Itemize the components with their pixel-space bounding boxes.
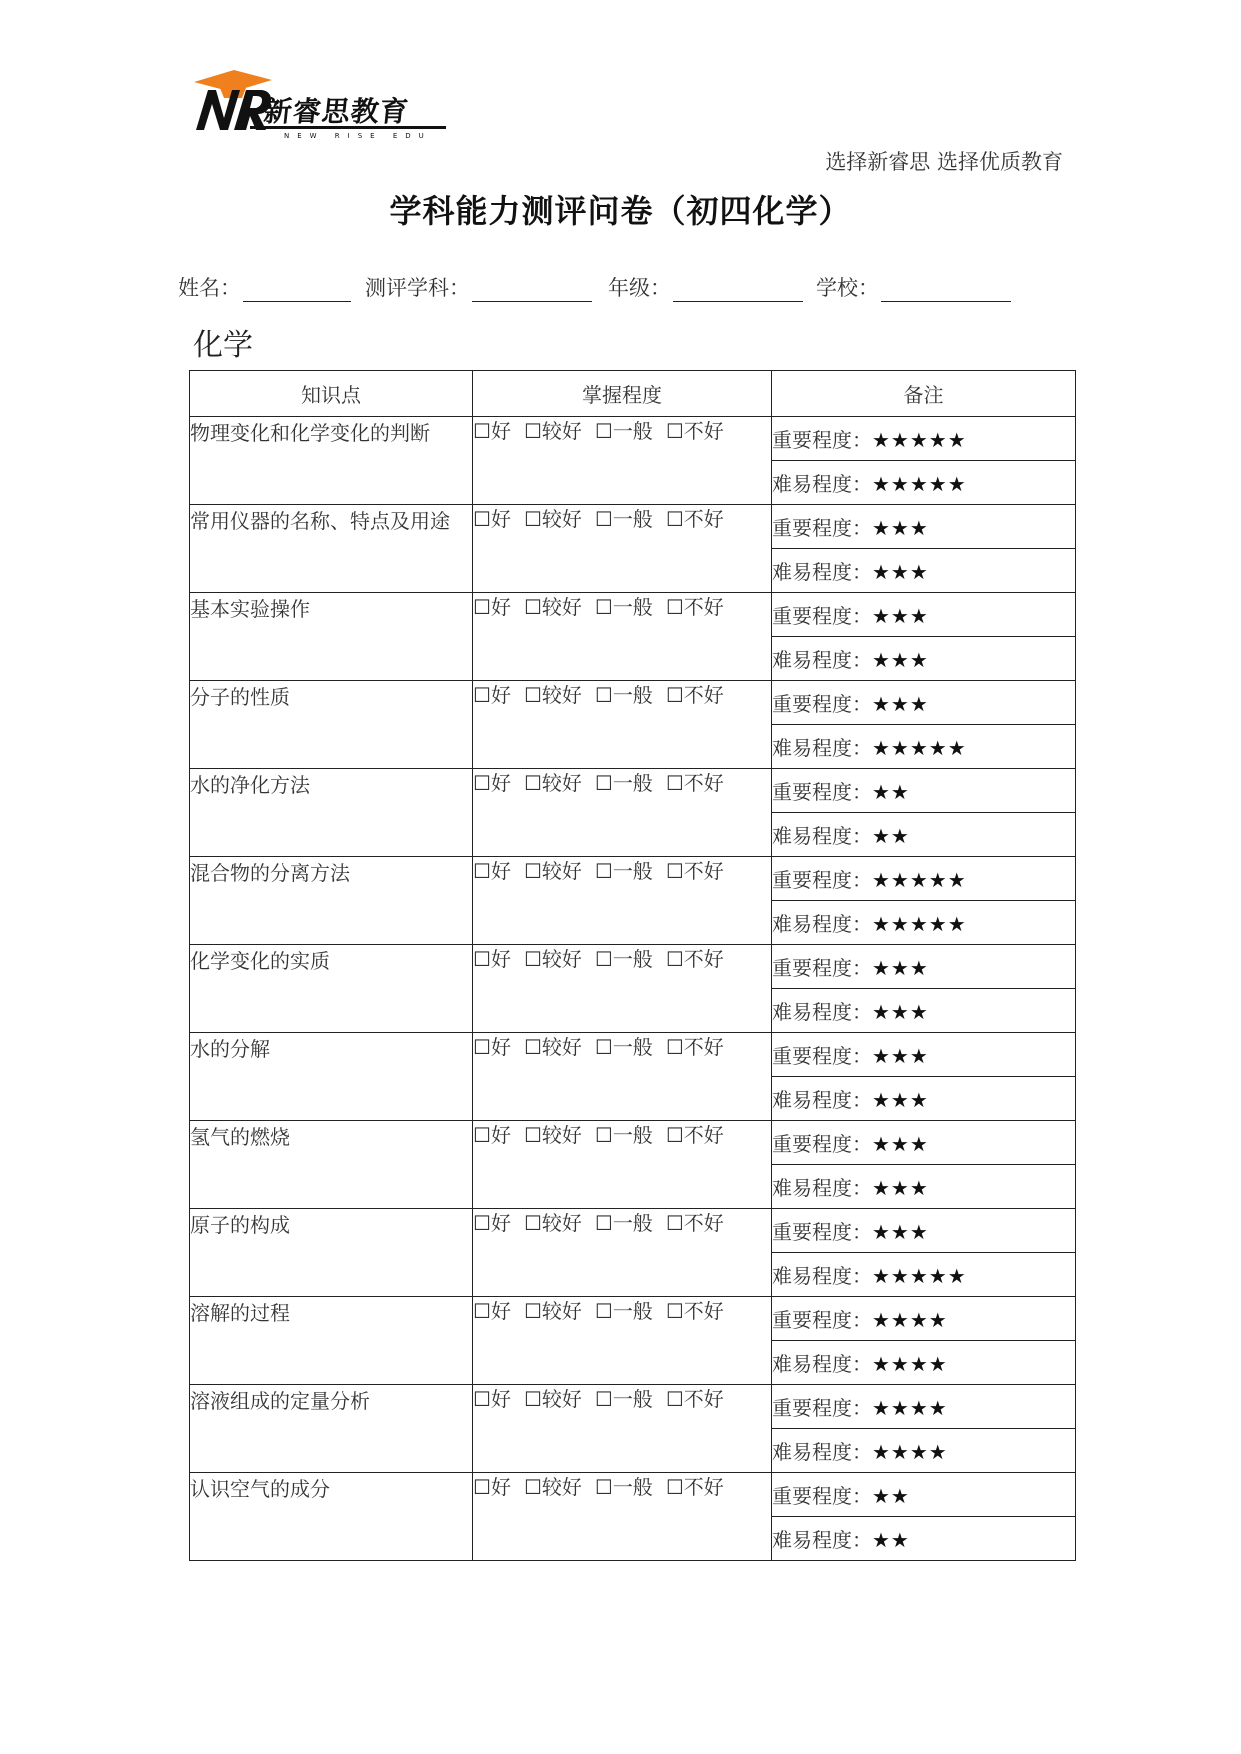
checkbox-icon[interactable]: ☐ (665, 771, 684, 795)
topic-cell: 原子的构成 (190, 1209, 473, 1297)
difficulty-stars-icon: ★★ (872, 824, 910, 848)
importance-label: 重要程度： (772, 1044, 872, 1068)
option-label: 一般 (612, 419, 653, 443)
importance-label: 重要程度： (772, 428, 872, 452)
mastery-cell (473, 1297, 772, 1385)
checkbox-icon[interactable]: ☐ (473, 595, 491, 619)
difficulty-cell (772, 813, 1076, 857)
importance-stars-icon: ★★★★★ (872, 868, 967, 892)
mastery-option[interactable] (666, 1211, 724, 1235)
topic-cell: 水的分解 (190, 1033, 473, 1121)
mastery-option[interactable] (666, 1299, 724, 1323)
importance-stars-icon: ★★ (872, 1484, 910, 1508)
name-field[interactable] (178, 272, 351, 302)
importance-stars-icon: ★★★★ (872, 1396, 948, 1420)
mastery-option[interactable] (666, 419, 724, 443)
importance-cell (772, 945, 1076, 989)
importance-label: 重要程度： (772, 604, 872, 628)
mastery-option[interactable] (666, 1123, 724, 1147)
mastery-option[interactable] (666, 595, 724, 619)
difficulty-cell (772, 1253, 1076, 1297)
checkbox-icon[interactable]: ☐ (665, 1299, 684, 1323)
table-row (190, 417, 1076, 461)
difficulty-cell (772, 1077, 1076, 1121)
grade-blank[interactable] (673, 275, 803, 302)
importance-cell (772, 1473, 1076, 1517)
mastery-option[interactable] (595, 1475, 653, 1499)
option-label: 好 (490, 1387, 511, 1411)
checkbox-icon[interactable]: ☐ (523, 419, 542, 443)
page-title: 学科能力测评问卷（初四化学） (389, 192, 852, 230)
mastery-cell (473, 505, 772, 593)
mastery-option[interactable] (595, 947, 653, 971)
mastery-option[interactable] (524, 1211, 582, 1235)
mastery-option[interactable] (473, 507, 511, 531)
difficulty-label: 难易程度： (772, 1000, 872, 1024)
option-label: 不好 (683, 1035, 724, 1059)
table-row (190, 769, 1076, 813)
checkbox-icon[interactable]: ☐ (594, 507, 613, 531)
option-label: 不好 (683, 1387, 724, 1411)
mastery-option[interactable] (595, 1035, 653, 1059)
option-label: 好 (490, 683, 511, 707)
mastery-option[interactable] (473, 947, 511, 971)
mastery-option[interactable] (595, 771, 653, 795)
mastery-option[interactable] (473, 1123, 511, 1147)
table-row (190, 593, 1076, 637)
option-label: 不好 (683, 595, 724, 619)
table-row (190, 1209, 1076, 1253)
difficulty-cell (772, 1517, 1076, 1561)
difficulty-label: 难易程度： (772, 472, 872, 496)
topic-cell: 常用仪器的名称、特点及用途 (190, 505, 473, 593)
option-label: 较好 (541, 771, 582, 795)
mastery-option[interactable] (666, 771, 724, 795)
mastery-option[interactable] (595, 683, 653, 707)
name-blank[interactable] (243, 275, 351, 302)
importance-cell (772, 1297, 1076, 1341)
mastery-option[interactable] (524, 1475, 582, 1499)
checkbox-icon[interactable]: ☐ (665, 947, 684, 971)
difficulty-cell (772, 549, 1076, 593)
mastery-option[interactable] (595, 1211, 653, 1235)
importance-label: 重要程度： (772, 868, 872, 892)
checkbox-icon[interactable]: ☐ (523, 1211, 542, 1235)
checkbox-icon[interactable]: ☐ (665, 1211, 684, 1235)
mastery-option[interactable] (666, 859, 724, 883)
difficulty-label: 难易程度： (772, 824, 872, 848)
importance-label: 重要程度： (772, 516, 872, 540)
header-topic: 知识点 (190, 371, 473, 417)
school-blank[interactable] (881, 275, 1011, 302)
difficulty-label: 难易程度： (772, 1264, 872, 1288)
option-label: 不好 (683, 507, 724, 531)
mastery-cell (473, 593, 772, 681)
option-label: 较好 (541, 1123, 582, 1147)
importance-stars-icon: ★★★ (872, 1220, 929, 1244)
difficulty-cell (772, 1429, 1076, 1473)
school-field[interactable] (816, 272, 1011, 302)
mastery-option[interactable] (595, 507, 653, 531)
mastery-option[interactable] (473, 1475, 511, 1499)
mastery-option[interactable] (473, 1299, 511, 1323)
option-label: 较好 (541, 595, 582, 619)
checkbox-icon[interactable]: ☐ (473, 1123, 491, 1147)
option-label: 好 (490, 947, 511, 971)
option-label: 不好 (683, 771, 724, 795)
importance-stars-icon: ★★★ (872, 604, 929, 628)
option-label: 不好 (683, 1299, 724, 1323)
difficulty-cell (772, 1165, 1076, 1209)
checkbox-icon[interactable]: ☐ (594, 419, 613, 443)
mastery-option[interactable] (524, 1035, 582, 1059)
topic-cell: 化学变化的实质 (190, 945, 473, 1033)
checkbox-icon[interactable]: ☐ (523, 1387, 542, 1411)
mastery-option[interactable] (473, 1387, 511, 1411)
importance-cell (772, 1385, 1076, 1429)
option-label: 不好 (683, 947, 724, 971)
difficulty-cell (772, 989, 1076, 1033)
checkbox-icon[interactable]: ☐ (665, 1035, 684, 1059)
mastery-option[interactable] (473, 1035, 511, 1059)
table-row (190, 1297, 1076, 1341)
mastery-option[interactable] (595, 419, 653, 443)
option-label: 一般 (612, 1211, 653, 1235)
difficulty-stars-icon: ★★★★ (872, 1440, 948, 1464)
checkbox-icon[interactable]: ☐ (523, 947, 542, 971)
importance-cell (772, 1033, 1076, 1077)
mastery-option[interactable] (524, 1299, 582, 1323)
option-label: 一般 (612, 1475, 653, 1499)
checkbox-icon[interactable]: ☐ (594, 1123, 613, 1147)
option-label: 一般 (612, 683, 653, 707)
importance-label: 重要程度： (772, 956, 872, 980)
importance-label: 重要程度： (772, 780, 872, 804)
option-label: 一般 (612, 1387, 653, 1411)
mastery-option[interactable] (473, 771, 511, 795)
importance-cell (772, 857, 1076, 901)
checkbox-icon[interactable]: ☐ (594, 1387, 613, 1411)
checkbox-icon[interactable]: ☐ (523, 771, 542, 795)
school-label: 学校： (816, 276, 879, 300)
checkbox-icon[interactable]: ☐ (523, 859, 542, 883)
mastery-cell (473, 945, 772, 1033)
difficulty-cell (772, 725, 1076, 769)
mastery-cell (473, 1473, 772, 1561)
mastery-option[interactable] (524, 1387, 582, 1411)
mastery-option[interactable] (524, 1123, 582, 1147)
checkbox-icon[interactable]: ☐ (473, 1387, 491, 1411)
mastery-option[interactable] (666, 1475, 724, 1499)
option-label: 好 (490, 1475, 511, 1499)
mastery-option[interactable] (524, 683, 582, 707)
option-label: 不好 (683, 859, 724, 883)
difficulty-label: 难易程度： (772, 1528, 872, 1552)
mastery-option[interactable] (473, 595, 511, 619)
option-label: 不好 (683, 1211, 724, 1235)
subject-field[interactable] (365, 272, 592, 302)
checkbox-icon[interactable]: ☐ (523, 683, 542, 707)
importance-cell (772, 1209, 1076, 1253)
checkbox-icon[interactable]: ☐ (665, 1475, 684, 1499)
checkbox-icon[interactable]: ☐ (523, 595, 542, 619)
mastery-cell (473, 1209, 772, 1297)
difficulty-stars-icon: ★★★★★ (872, 472, 967, 496)
checkbox-icon[interactable]: ☐ (523, 1035, 542, 1059)
checkbox-icon[interactable]: ☐ (473, 1211, 491, 1235)
mastery-option[interactable] (595, 1387, 653, 1411)
option-label: 好 (490, 1035, 511, 1059)
checkbox-icon[interactable]: ☐ (594, 947, 613, 971)
header-notes: 备注 (772, 371, 1076, 417)
importance-label: 重要程度： (772, 1484, 872, 1508)
mastery-option[interactable] (473, 1211, 511, 1235)
importance-label: 重要程度： (772, 692, 872, 716)
table-row (190, 1385, 1076, 1429)
difficulty-stars-icon: ★★ (872, 1528, 910, 1552)
importance-cell (772, 1121, 1076, 1165)
importance-stars-icon: ★★★★ (872, 1308, 948, 1332)
mastery-option[interactable] (524, 771, 582, 795)
checkbox-icon[interactable]: ☐ (665, 595, 684, 619)
mastery-option[interactable] (524, 419, 582, 443)
difficulty-stars-icon: ★★★ (872, 560, 929, 584)
difficulty-label: 难易程度： (772, 648, 872, 672)
difficulty-stars-icon: ★★★ (872, 1088, 929, 1112)
mastery-cell (473, 1121, 772, 1209)
importance-stars-icon: ★★★ (872, 516, 929, 540)
mastery-cell (473, 681, 772, 769)
topic-cell: 基本实验操作 (190, 593, 473, 681)
topic-cell: 物理变化和化学变化的判断 (190, 417, 473, 505)
option-label: 好 (490, 507, 511, 531)
difficulty-cell (772, 1341, 1076, 1385)
checkbox-icon[interactable]: ☐ (594, 859, 613, 883)
difficulty-label: 难易程度： (772, 1176, 872, 1200)
importance-stars-icon: ★★★★★ (872, 428, 967, 452)
topic-cell: 氢气的燃烧 (190, 1121, 473, 1209)
checkbox-icon[interactable]: ☐ (473, 1299, 491, 1323)
checkbox-icon[interactable]: ☐ (473, 683, 491, 707)
mastery-option[interactable] (473, 859, 511, 883)
difficulty-label: 难易程度： (772, 560, 872, 584)
mastery-cell (473, 1033, 772, 1121)
checkbox-icon[interactable]: ☐ (665, 1387, 684, 1411)
mastery-cell (473, 857, 772, 945)
difficulty-cell (772, 461, 1076, 505)
difficulty-label: 难易程度： (772, 912, 872, 936)
subject-heading: 化学 (193, 328, 253, 363)
difficulty-label: 难易程度： (772, 736, 872, 760)
checkbox-icon[interactable]: ☐ (594, 1475, 613, 1499)
option-label: 较好 (541, 859, 582, 883)
difficulty-stars-icon: ★★★ (872, 1176, 929, 1200)
mastery-option[interactable] (666, 507, 724, 531)
checkbox-icon[interactable]: ☐ (665, 859, 684, 883)
importance-cell (772, 769, 1076, 813)
checkbox-icon[interactable]: ☐ (594, 1211, 613, 1235)
difficulty-stars-icon: ★★★★★ (872, 1264, 967, 1288)
difficulty-cell (772, 901, 1076, 945)
mastery-option[interactable] (595, 595, 653, 619)
checkbox-icon[interactable]: ☐ (665, 683, 684, 707)
mastery-option[interactable] (524, 859, 582, 883)
table-row (190, 681, 1076, 725)
importance-cell (772, 681, 1076, 725)
importance-label: 重要程度： (772, 1308, 872, 1332)
subject-blank[interactable] (472, 275, 592, 302)
checkbox-icon[interactable]: ☐ (473, 1035, 491, 1059)
checkbox-icon[interactable]: ☐ (473, 947, 491, 971)
option-label: 较好 (541, 1475, 582, 1499)
checkbox-icon[interactable]: ☐ (594, 1299, 613, 1323)
checkbox-icon[interactable]: ☐ (473, 859, 491, 883)
mastery-option[interactable] (473, 683, 511, 707)
importance-label: 重要程度： (772, 1132, 872, 1156)
option-label: 好 (490, 859, 511, 883)
option-label: 好 (490, 419, 511, 443)
mastery-option[interactable] (666, 1035, 724, 1059)
mastery-option[interactable] (595, 859, 653, 883)
mastery-option[interactable] (524, 507, 582, 531)
table-row (190, 505, 1076, 549)
option-label: 较好 (541, 683, 582, 707)
difficulty-stars-icon: ★★★★★ (872, 736, 967, 760)
mastery-option[interactable] (595, 1123, 653, 1147)
importance-stars-icon: ★★ (872, 780, 910, 804)
table-row (190, 857, 1076, 901)
difficulty-label: 难易程度： (772, 1352, 872, 1376)
difficulty-stars-icon: ★★★ (872, 648, 929, 672)
mastery-cell (473, 417, 772, 505)
checkbox-icon[interactable]: ☐ (523, 1123, 542, 1147)
importance-stars-icon: ★★★ (872, 1132, 929, 1156)
checkbox-icon[interactable]: ☐ (523, 1299, 542, 1323)
option-label: 一般 (612, 1299, 653, 1323)
slogan: 选择新睿思 选择优质教育 (825, 150, 1063, 174)
importance-cell (772, 417, 1076, 461)
table-row (190, 1121, 1076, 1165)
checkbox-icon[interactable]: ☐ (473, 1475, 491, 1499)
topic-cell: 混合物的分离方法 (190, 857, 473, 945)
checkbox-icon[interactable]: ☐ (473, 771, 491, 795)
subject-label: 测评学科： (365, 276, 470, 300)
mastery-option[interactable] (666, 1387, 724, 1411)
difficulty-label: 难易程度： (772, 1440, 872, 1464)
logo (190, 68, 450, 148)
checkbox-icon[interactable]: ☐ (665, 419, 684, 443)
logo-subtitle: NEW RISE EDU (284, 132, 432, 140)
option-label: 一般 (612, 1123, 653, 1147)
importance-label: 重要程度： (772, 1220, 872, 1244)
table-row (190, 945, 1076, 989)
header-mastery: 掌握程度 (473, 371, 772, 417)
assessment-table (189, 370, 1076, 1561)
option-label: 好 (490, 1211, 511, 1235)
option-label: 好 (490, 1299, 511, 1323)
checkbox-icon[interactable]: ☐ (594, 1035, 613, 1059)
difficulty-stars-icon: ★★★★★ (872, 912, 967, 936)
checkbox-icon[interactable]: ☐ (523, 1475, 542, 1499)
topic-cell: 水的净化方法 (190, 769, 473, 857)
checkbox-icon[interactable]: ☐ (473, 419, 491, 443)
mastery-option[interactable] (666, 947, 724, 971)
checkbox-icon[interactable]: ☐ (665, 507, 684, 531)
difficulty-stars-icon: ★★★★ (872, 1352, 948, 1376)
mastery-option[interactable] (666, 683, 724, 707)
option-label: 较好 (541, 1035, 582, 1059)
option-label: 好 (490, 771, 511, 795)
name-label: 姓名： (178, 276, 241, 300)
topic-cell: 认识空气的成分 (190, 1473, 473, 1561)
logo-text: 新睿思教育 (262, 95, 411, 128)
option-label: 一般 (612, 771, 653, 795)
table-row (190, 1473, 1076, 1517)
option-label: 不好 (683, 1123, 724, 1147)
importance-label: 重要程度： (772, 1396, 872, 1420)
grade-field[interactable] (608, 272, 803, 302)
option-label: 较好 (541, 419, 582, 443)
mastery-option[interactable] (524, 595, 582, 619)
difficulty-label: 难易程度： (772, 1088, 872, 1112)
option-label: 一般 (612, 1035, 653, 1059)
option-label: 一般 (612, 947, 653, 971)
option-label: 不好 (683, 1475, 724, 1499)
topic-cell: 溶解的过程 (190, 1297, 473, 1385)
option-label: 一般 (612, 595, 653, 619)
option-label: 不好 (683, 683, 724, 707)
importance-cell (772, 593, 1076, 637)
topic-cell: 分子的性质 (190, 681, 473, 769)
importance-stars-icon: ★★★ (872, 1044, 929, 1068)
importance-stars-icon: ★★★ (872, 956, 929, 980)
option-label: 较好 (541, 1211, 582, 1235)
checkbox-icon[interactable]: ☐ (594, 595, 613, 619)
importance-cell (772, 505, 1076, 549)
difficulty-cell (772, 637, 1076, 681)
mastery-option[interactable] (524, 947, 582, 971)
checkbox-icon[interactable]: ☐ (473, 507, 491, 531)
option-label: 好 (490, 595, 511, 619)
option-label: 较好 (541, 947, 582, 971)
mastery-cell (473, 1385, 772, 1473)
grade-label: 年级： (608, 276, 671, 300)
option-label: 不好 (683, 419, 724, 443)
table-row (190, 1033, 1076, 1077)
option-label: 较好 (541, 1299, 582, 1323)
difficulty-stars-icon: ★★★ (872, 1000, 929, 1024)
mastery-option[interactable] (473, 419, 511, 443)
table-header-row (190, 371, 1076, 417)
mastery-cell (473, 769, 772, 857)
option-label: 好 (490, 1123, 511, 1147)
option-label: 一般 (612, 507, 653, 531)
option-label: 一般 (612, 859, 653, 883)
checkbox-icon[interactable]: ☐ (665, 1123, 684, 1147)
checkbox-icon[interactable]: ☐ (523, 507, 542, 531)
option-label: 较好 (541, 507, 582, 531)
topic-cell: 溶液组成的定量分析 (190, 1385, 473, 1473)
checkbox-icon[interactable]: ☐ (594, 683, 613, 707)
checkbox-icon[interactable]: ☐ (594, 771, 613, 795)
mastery-option[interactable] (595, 1299, 653, 1323)
option-label: 较好 (541, 1387, 582, 1411)
importance-stars-icon: ★★★ (872, 692, 929, 716)
